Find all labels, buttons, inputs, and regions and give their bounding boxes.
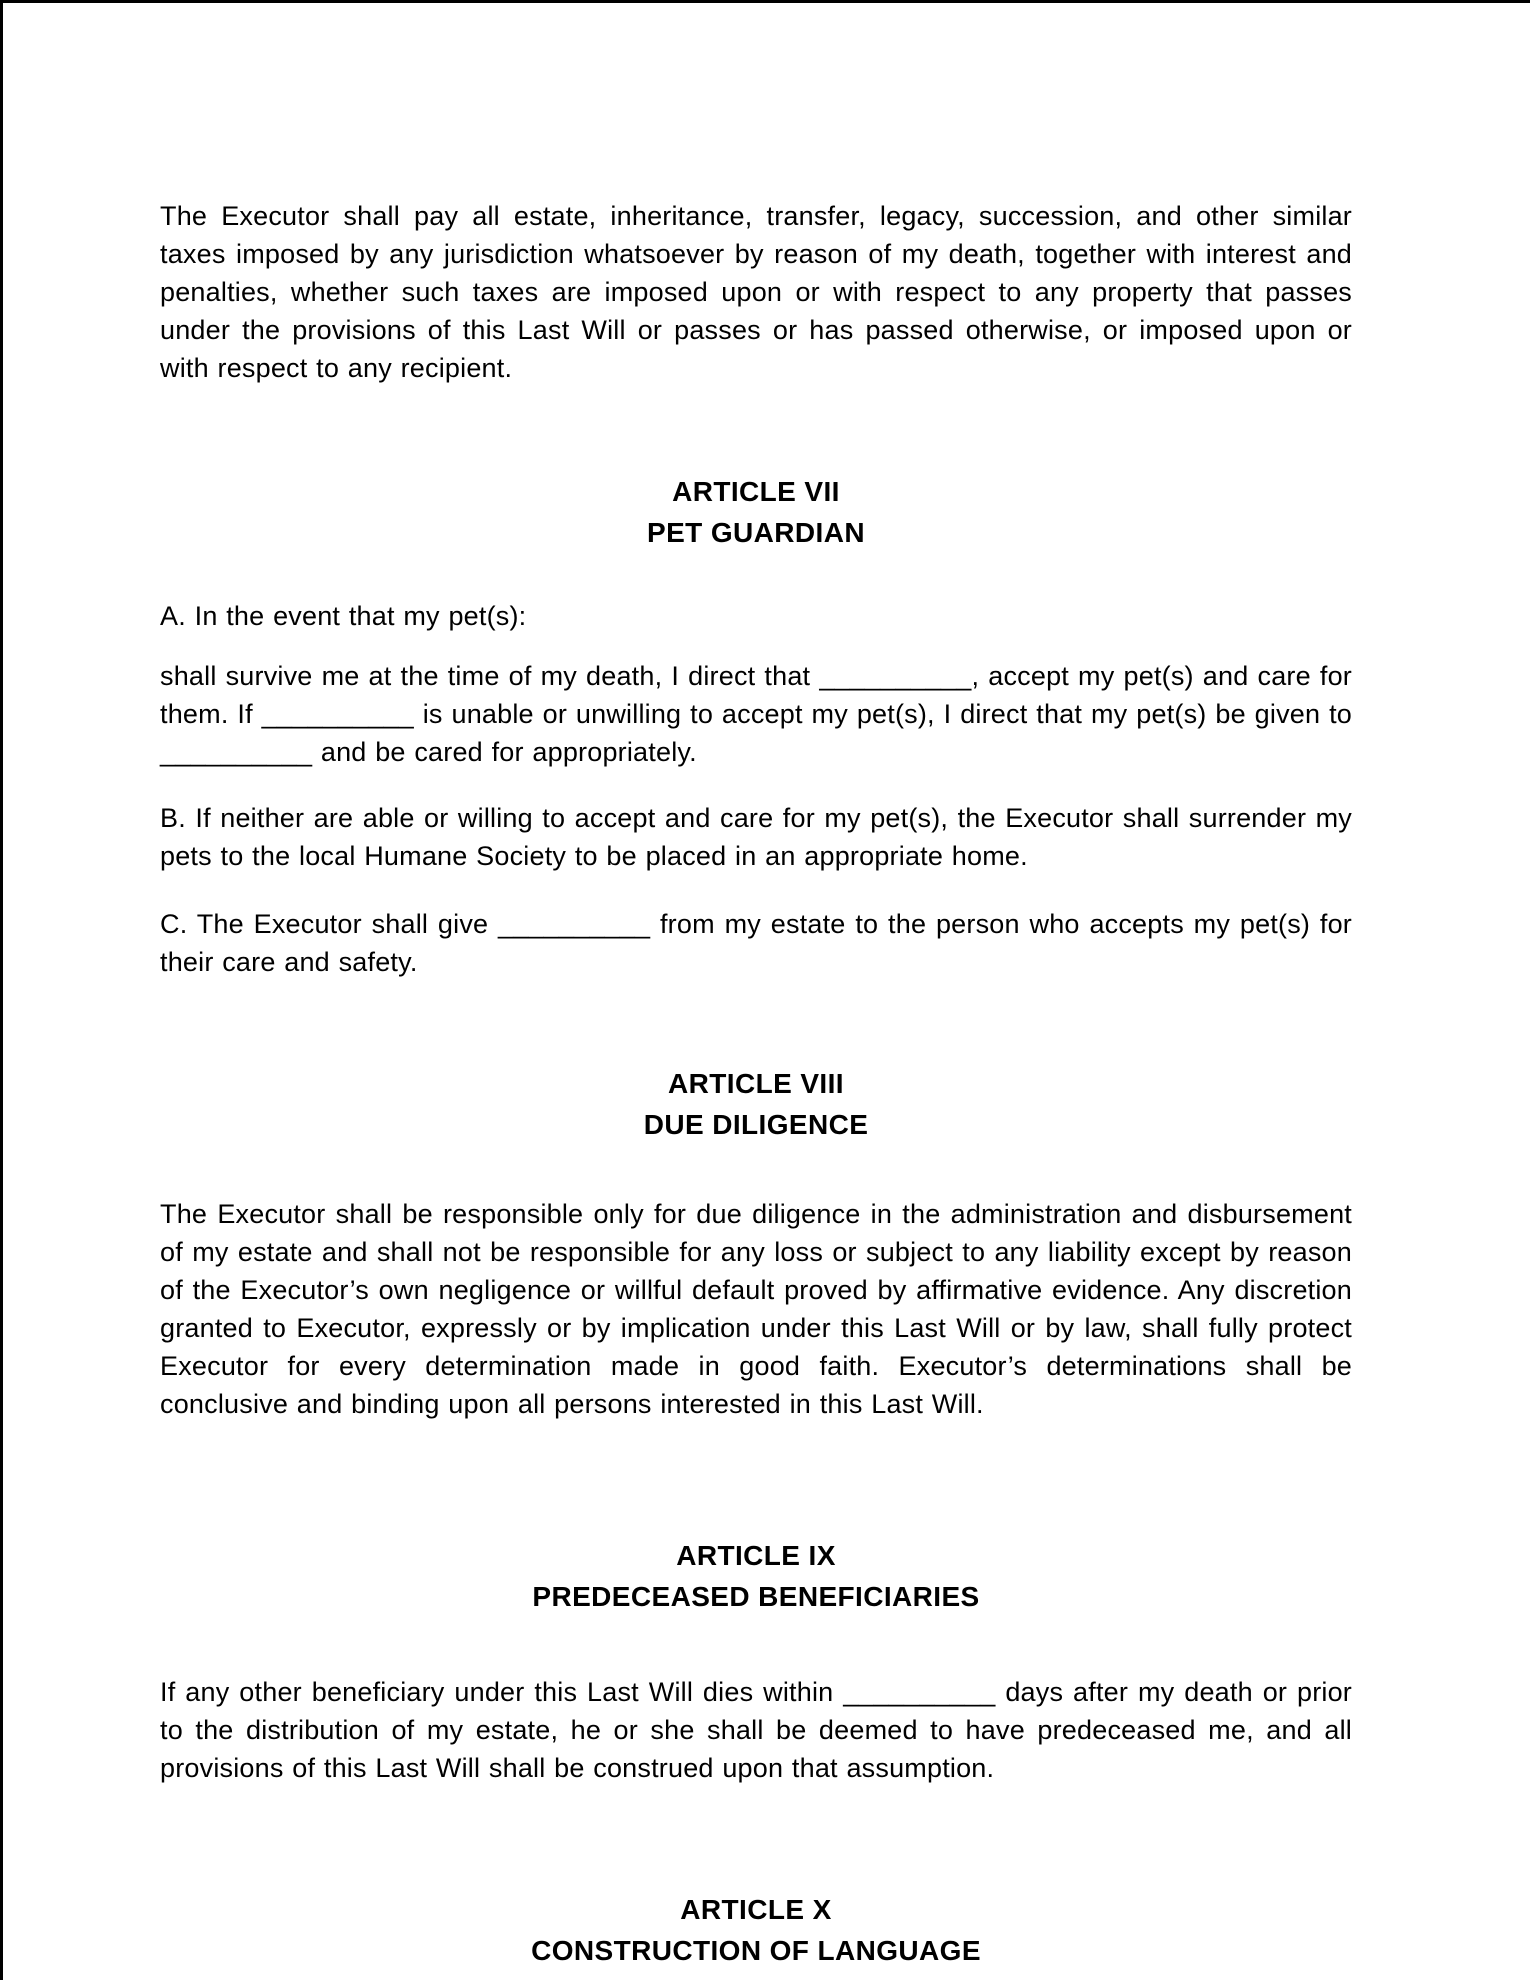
due-diligence-paragraph: The Executor shall be responsible only for due diligence in the administration and disbursement of my estate and shall not be responsible for any loss or subject to any liability except by reason of the Executor’s own negligence or willful default proved by affirmative evidence. Any discretion granted to Executor, expressly or by implication under this Last Will or by law, shall fully protect Executor for every determination made in good faith. Executor’s determinations shall be conclusive and binding upon all persons interested in this Last Will. [160, 1199, 1352, 1419]
article-vii-number: ARTICLE VII [672, 476, 840, 507]
article-x-heading [160, 1889, 1352, 1971]
article-viii-heading [160, 1063, 1352, 1145]
pet-guardian-clause-c: C. The Executor shall give __________ from my estate to the person who accepts my pet(s) for their care and safety. [160, 909, 1352, 977]
article-ix-heading [160, 1535, 1352, 1617]
article-vii-heading [160, 471, 1352, 553]
taxes-paragraph: The Executor shall pay all estate, inheritance, transfer, legacy, succession, and other similar taxes imposed by any jurisdiction whatsoever by reason of my death, together with interest and penalties, whether such taxes are imposed upon or with respect to any property that passes under the provisions of this Last Will or passes or has passed otherwise, or imposed upon or with respect to any recipient. [160, 201, 1352, 383]
pet-guardian-clause-b: B. If neither are able or willing to accept and care for my pet(s), the Executor shall surrender my pets to the local Humane Society to be placed in an appropriate home. [160, 803, 1352, 871]
article-x-number: ARTICLE X [680, 1894, 832, 1925]
article-viii-title: DUE DILIGENCE [643, 1109, 869, 1140]
article-ix-number: ARTICLE IX [676, 1540, 836, 1571]
article-ix-title: PREDECEASED BENEFICIARIES [532, 1581, 980, 1612]
article-vii-title: PET GUARDIAN [647, 517, 865, 548]
pet-guardian-clause-a-label: A. In the event that my pet(s): [160, 601, 527, 631]
article-x-title: CONSTRUCTION OF LANGUAGE [531, 1935, 981, 1966]
predeceased-beneficiaries-paragraph: If any other beneficiary under this Last Will dies within __________ days after my death or prior to the distribution of my estate, he or she shall be deemed to have predeceased me, and all provisions of this Last Will shall be construed upon that assumption. [160, 1677, 1352, 1783]
article-viii-number: ARTICLE VIII [668, 1068, 844, 1099]
pet-guardian-clause-a-body: shall survive me at the time of my death, I direct that __________, accept my pet(s) and care for them. If __________ is unable or unwilling to accept my pet(s), I direct that my pet(s) be given to __________ and be cared for appropriately. [160, 661, 1352, 767]
